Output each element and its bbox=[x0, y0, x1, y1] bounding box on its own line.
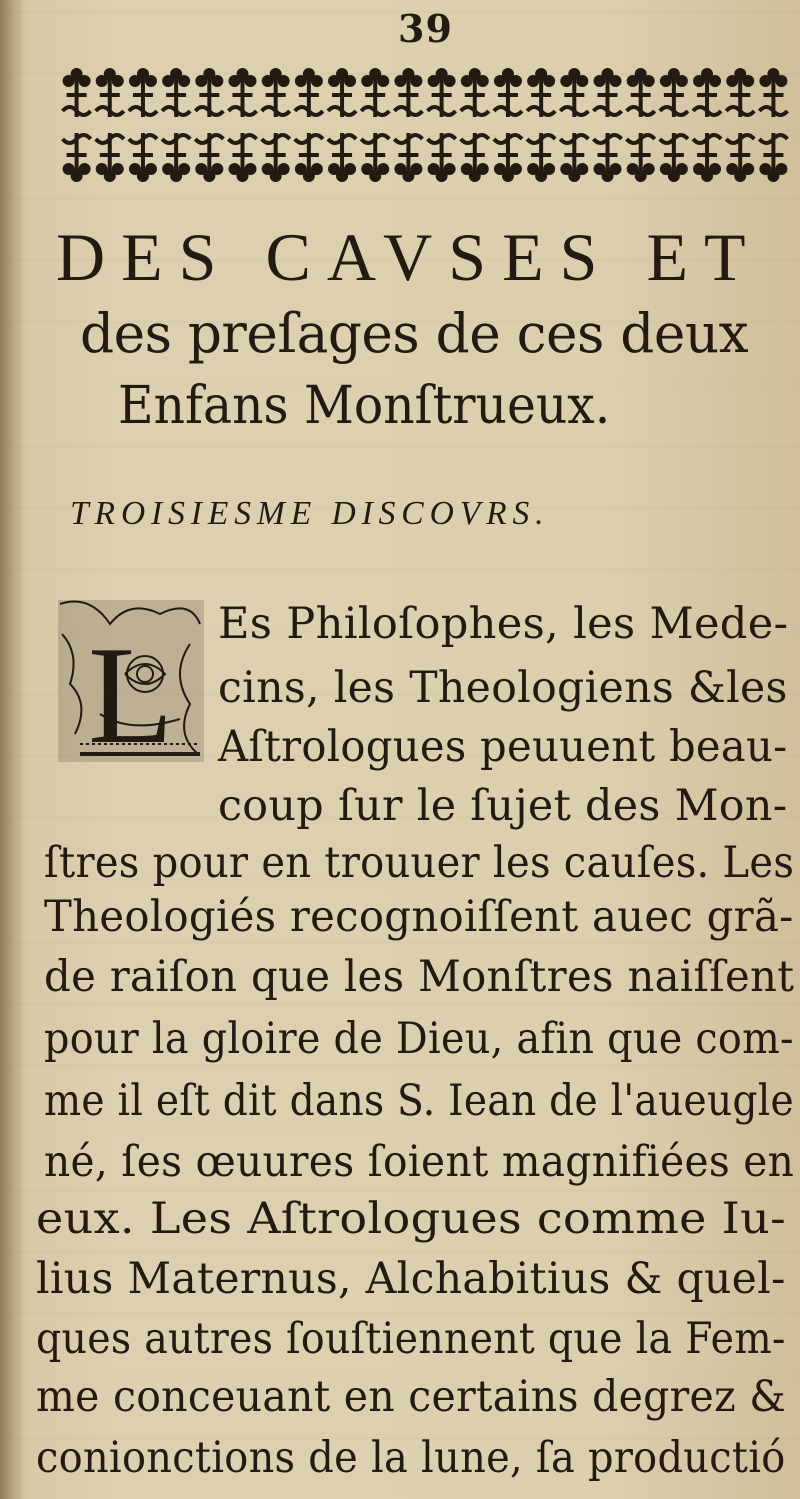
fleuron-ornament bbox=[162, 68, 190, 117]
title-line-3: Enfans Monſtrueux. bbox=[118, 376, 611, 436]
fleuron-ornament bbox=[63, 133, 91, 182]
text-line: ques autres ſouſtiennent que la Fem- bbox=[36, 1314, 786, 1364]
fleuron-ornament bbox=[461, 68, 489, 117]
fleuron-ornament bbox=[560, 68, 588, 117]
decorated-initial-letter bbox=[50, 594, 210, 772]
fleuron-ornament bbox=[660, 68, 688, 117]
fleuron-ornament bbox=[627, 68, 655, 117]
fleuron-ornament bbox=[560, 133, 588, 182]
text-line: lius Maternus, Alchabitius & quel- bbox=[36, 1254, 786, 1304]
fleuron-ornament bbox=[759, 133, 787, 182]
fleuron-ornament bbox=[229, 133, 257, 182]
fleuron-ornament bbox=[527, 68, 555, 117]
discourse-heading: TROISIESME DISCOVRS. bbox=[70, 495, 550, 532]
fleuron-ornament-top bbox=[60, 65, 790, 125]
fleuron-ornament bbox=[195, 68, 223, 117]
fleuron-ornament bbox=[726, 133, 754, 182]
fleuron-ornament bbox=[262, 68, 290, 117]
fleuron-ornament bbox=[361, 133, 389, 182]
fleuron-ornament bbox=[594, 68, 622, 117]
fleuron-ornament bbox=[195, 133, 223, 182]
book-gutter bbox=[0, 0, 22, 1499]
text-line: eux. Les Aſtrologues comme Iu- bbox=[36, 1194, 787, 1244]
fleuron-ornament bbox=[627, 133, 655, 182]
text-line: de raiſon que les Monſtres naiſſent bbox=[44, 952, 795, 1002]
fleuron-ornament bbox=[295, 68, 323, 117]
text-line: né, ſes œuures ſoient magnifiées en bbox=[44, 1137, 795, 1187]
fleuron-ornament bbox=[693, 133, 721, 182]
text-line: conionctions de la lune, ſa productió bbox=[36, 1433, 786, 1483]
fleuron-ornament bbox=[96, 68, 124, 117]
fleuron-ornament bbox=[726, 68, 754, 117]
fleuron-ornament bbox=[527, 133, 555, 182]
title-line-2: des preſages de ces deux bbox=[80, 302, 749, 365]
page-number: 39 bbox=[398, 6, 453, 51]
fleuron-ornament bbox=[693, 68, 721, 117]
fleuron-ornament bbox=[162, 133, 190, 182]
fleuron-ornament bbox=[96, 133, 124, 182]
fleuron-ornament bbox=[494, 68, 522, 117]
fleuron-ornament bbox=[428, 133, 456, 182]
fleuron-ornament bbox=[63, 68, 91, 117]
fleuron-ornament bbox=[129, 133, 157, 182]
text-line: Es Philoſophes, les Mede- bbox=[218, 599, 789, 649]
fleuron-ornament bbox=[262, 133, 290, 182]
text-line: ſtres pour en trouuer les cauſes. Les bbox=[44, 838, 795, 888]
fleuron-ornament bbox=[295, 133, 323, 182]
fleuron-ornament bbox=[759, 68, 787, 117]
text-line: coup ſur le ſujet des Mon- bbox=[218, 781, 788, 831]
text-line: me conceuant en certains degrez & bbox=[36, 1372, 787, 1422]
text-line: Aſtrologues peuuent beau- bbox=[218, 722, 788, 772]
fleuron-ornament bbox=[328, 133, 356, 182]
title-line-1: DES CAVSES ET bbox=[56, 219, 762, 295]
text-line: pour la gloire de Dieu, afin que com- bbox=[44, 1014, 794, 1064]
fleuron-ornament bbox=[394, 68, 422, 117]
text-line: Theologiés recognoiſſent auec grã- bbox=[44, 892, 794, 942]
fleuron-ornament bbox=[461, 133, 489, 182]
fleuron-ornament bbox=[229, 68, 257, 117]
fleuron-ornament bbox=[394, 133, 422, 182]
fleuron-ornament bbox=[494, 133, 522, 182]
fleuron-ornament bbox=[129, 68, 157, 117]
fleuron-ornament-bottom bbox=[60, 125, 790, 185]
text-line: me il eſt dit dans S. Iean de l'aueugle bbox=[44, 1076, 794, 1126]
fleuron-ornament bbox=[594, 133, 622, 182]
text-line: cins, les Theologiens &les bbox=[218, 663, 788, 713]
fleuron-ornament bbox=[660, 133, 688, 182]
svg-text:L: L bbox=[88, 618, 174, 772]
fleuron-ornament bbox=[428, 68, 456, 117]
fleuron-ornament bbox=[361, 68, 389, 117]
fleuron-ornament bbox=[328, 68, 356, 117]
